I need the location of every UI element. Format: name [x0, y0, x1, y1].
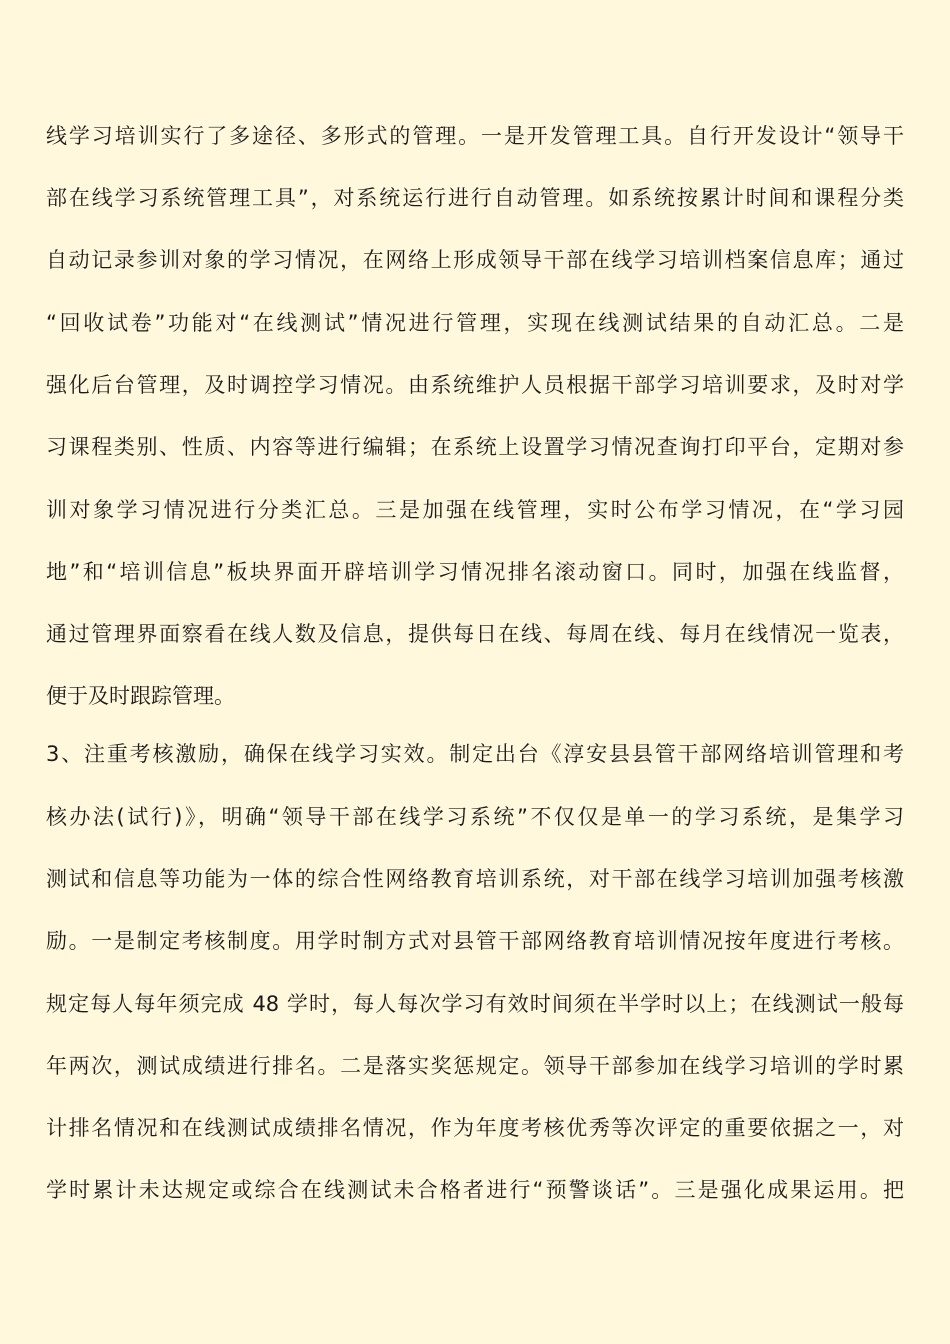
- text-line: 学时累计未达规定或综合在线测试未合格者进行“预警谈话”。三是强化成果运用。把: [46, 1178, 904, 1202]
- text-line: 年两次，测试成绩进行排名。二是落实奖惩规定。领导干部参加在线学习培训的学时累: [46, 1054, 904, 1078]
- text-line: 部在线学习系统管理工具”，对系统运行进行自动管理。如系统按累计时间和课程分类: [46, 186, 904, 210]
- text-line: 线学习培训实行了多途径、多形式的管理。一是开发管理工具。自行开发设计“领导干: [46, 124, 904, 148]
- text-line: 训对象学习情况进行分类汇总。三是加强在线管理，实时公布学习情况，在“学习园: [46, 498, 904, 522]
- text-line: 地”和“培训信息”板块界面开辟培训学习情况排名滚动窗口。同时，加强在线监督，: [46, 560, 904, 584]
- text-line: 习课程类别、性质、内容等进行编辑；在系统上设置学习情况查询打印平台，定期对参: [46, 435, 904, 459]
- text-line: 核办法(试行)》，明确“领导干部在线学习系统”不仅仅是单一的学习系统，是集学习: [46, 805, 904, 829]
- text-line: “回收试卷”功能对“在线测试”情况进行管理，实现在线测试结果的自动汇总。二是: [46, 311, 904, 335]
- text-line: 计排名情况和在线测试成绩排名情况，作为年度考核优秀等次评定的重要依据之一，对: [46, 1116, 904, 1140]
- text-line: 测试和信息等功能为一体的综合性网络教育培训系统，对干部在线学习培训加强考核激: [46, 867, 904, 891]
- text-line: 强化后台管理，及时调控学习情况。由系统维护人员根据干部学习培训要求，及时对学: [46, 373, 904, 397]
- text-line: 规定每人每年须完成 48 学时，每人每次学习有效时间须在半学时以上；在线测试一般每: [46, 992, 904, 1016]
- text-line: 自动记录参训对象的学习情况，在网络上形成领导干部在线学习培训档案信息库；通过: [46, 248, 904, 272]
- text-line: 3、注重考核激励，确保在线学习实效。制定出台《淳安县县管干部网络培训管理和考: [46, 742, 904, 766]
- text-line: 通过管理界面察看在线人数及信息，提供每日在线、每周在线、每月在线情况一览表，: [46, 622, 904, 646]
- text-line: 便于及时跟踪管理。: [46, 684, 235, 708]
- text-line: 励。一是制定考核制度。用学时制方式对县管干部网络教育培训情况按年度进行考核。: [46, 929, 904, 953]
